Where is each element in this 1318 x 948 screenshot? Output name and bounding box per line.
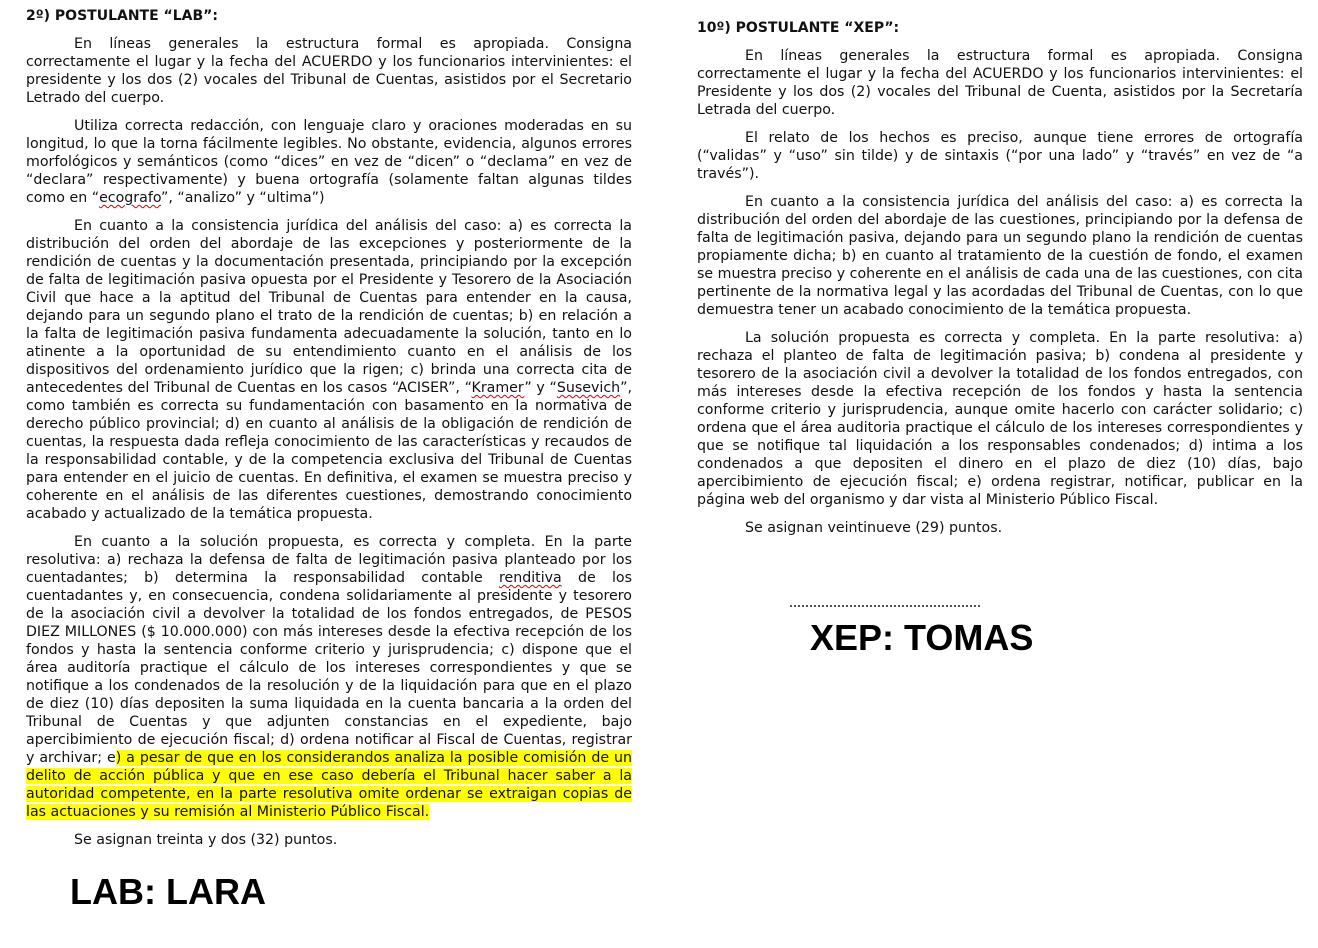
left-paragraph-solution — [26, 533, 632, 821]
right-paragraph-facts: El relato de los hechos es preciso, aunque tiene errores de ortografía (“validas” y “uso” sin tilde) y de sintaxis (“por una lado” y “través” en vez de “a través”). — [697, 130, 1303, 182]
left-paragraph-consistency — [26, 217, 632, 523]
left-paragraph-score: Se asignan treinta y dos (32) puntos. — [74, 832, 338, 848]
highlighted-text: ) a pesar de que en los considerandos analiza la posible comisión de un delito de acción pública y que en ese caso debería el Tribunal hacer saber a la autoridad competente, en la parte resolutiva omite ordenar se extraigan copias de las actuaciones y su remisión al Ministerio Público Fiscal. — [26, 750, 632, 820]
xep-stamp: XEP: TOMAS — [810, 617, 1034, 658]
right-paragraph-solution: La solución propuesta es correcta y completa. En la parte resolutiva: a) rechaza el planteo de falta de legitimación pasiva; b) condena al presidente y tesorero de la asociación civil a devolver la totalidad de los fondos entregados, con más intereses desde la efectiva recepción de los fondos y hasta la sentencia conforme criterio y jurisprudencia, aunque omite hacerlo con carácter solidario; c) ordena que el área auditoria practique el cálculo de los intereses correspondientes y que se notifique tal liquidación a los responsables condenados; d) intima a los condenados a que depositen el dinero en el plazo de diez (10) días, bajo apercibimiento de ejecución fiscal; e) ordena registrar, notificar, publicar en la página web del organismo y dar vista al Ministerio Público Fiscal. — [697, 330, 1303, 508]
spellcheck-word: ecografo — [99, 190, 161, 206]
text-run: En cuanto a la solución propuesta, es correcta y completa. En la parte resolutiva: a) rechaza la defensa de falta de legitimación pasiva planteado por los cuentadantes; b) determina la responsabilidad contable — [26, 534, 632, 586]
right-paragraph-consistency: En cuanto a la consistencia jurídica del análisis del caso: a) es correcta la distribución del orden del abordaje de las cuestiones, principiando por la defensa de falta de legitimación pasiva, dejando para un segundo plano la rendición de cuentas propiamente dicha; b) en cuanto al tratamiento de la cuestión de fondo, el examen se muestra preciso y coherente en el análisis de cada una de las cuestiones, con cita pertinente de la normativa legal y las acordadas del Tribunal de Cuentas, con lo que demuestra tener un acabado conocimiento de la temática propuesta. — [697, 194, 1303, 318]
left-paragraph-redaction — [26, 117, 632, 207]
text-run: de los cuentadantes y, en consecuencia, condena solidariamente al presidente y tesorero de la asociación civil a devolver la totalidad de los fondos entregados, de PESOS DIEZ MILLONES ($ 10.000.000) con más intereses desde la efectiva recepción de los fondos y hasta la sentencia conforme criterio y jurisprudencia; c) dispone que el área auditoría practique el cálculo de los intereses correspondientes y que se notifique a los condenados de la resolución y de la liquidación para que en el plazo de diez (10) días depositen la suma liquidada en la cuenta bancaria a la orden del Tribunal de Cuentas y que adjunten constancias en el expediente, bajo apercibimiento de ejecución fiscal; d) ordena notificar al Fiscal de Cuentas, registrar y archivar; e — [26, 570, 632, 766]
right-heading: 10º) POSTULANTE “XEP”: — [697, 20, 900, 36]
right-column — [697, 0, 1303, 547]
spellcheck-word: Susevich — [556, 380, 621, 396]
right-paragraph-score: Se asignan veintinueve (29) puntos. — [745, 520, 1003, 536]
text-run: En cuanto a la consistencia jurídica del análisis del caso: a) es correcta la distribución del orden del abordaje de las excepciones y posteriormente de la rendición de cuentas y la documentación presentada, principiando por la excepción de falta de legitimación pasiva opuesta por el Presidente y Tesorero de la Asociación Civil que hace a la aptitud del Tribunal de Cuentas para entender en la causa, dejando para un segundo plano el trato de la rendición de cuentas; b) en relación a la falta de legitimación pasiva fundamenta adecuadamente la solución, tanto en lo atinente a la oportunidad de su entendimiento cuanto en el análisis de los dispositivos del ordenamiento jurídico que la rigen; c) brinda una correcta cita de antecedentes del Tribunal de Cuentas en los casos “ACISER”, “ — [26, 218, 632, 396]
text-run: ”, como también es correcta su fundamentación con basamento en la normativa de derecho público provincial; d) en cuanto al análisis de la obligación de rendición de cuentas, la respuesta dada refleja conocimiento de las características y recaudos de la responsabilidad contable, y de la competencia exclusiva del Tribunal de Cuentas para entender en el juicio de cuentas. En definitiva, el examen se muestra preciso y coherente en el análisis de las diferentes cuestiones, demostrando conocimiento acabado y actualizado de la temática propuesta. — [26, 380, 632, 522]
left-paragraph-structure: En líneas generales la estructura formal es apropiada. Consigna correctamente el lugar y la fecha del ACUERDO y los funcionarios intervinientes: el presidente y los dos (2) vocales del Tribunal de Cuentas, asistidos por el Secretario Letrado del cuerpo. — [26, 36, 632, 106]
left-heading: 2º) POSTULANTE “LAB”: — [26, 8, 218, 24]
text-run: Utiliza correcta redacción, con lenguaje claro y oraciones moderadas en su longitud, lo que la torna fácilmente legibles. No obstante, evidencia, algunos errores morfológicos y semánticos (como “dices” en vez de “dicen” o “declama” en vez de “declara” respectivamente) y buena ortografía (solamente faltan algunas tildes como en “ — [26, 118, 632, 206]
right-paragraph-structure: En líneas generales la estructura formal es apropiada. Consigna correctamente el lugar y la fecha del ACUERDO y los funcionarios intervinientes: el Presidente y los dos (2) vocales del Tribunal de Cuenta, asistidos por la Secretaría Letrada del cuerpo. — [697, 48, 1303, 118]
text-run: ”, “analizo” y “ultima”) — [161, 190, 325, 206]
text-run: ” y “ — [524, 380, 557, 396]
lab-stamp: LAB: LARA — [70, 871, 266, 912]
spellcheck-word: renditiva — [498, 570, 562, 586]
left-column — [26, 0, 632, 859]
cropped-text-remnant — [790, 605, 980, 609]
spellcheck-word: Kramer — [471, 380, 525, 396]
